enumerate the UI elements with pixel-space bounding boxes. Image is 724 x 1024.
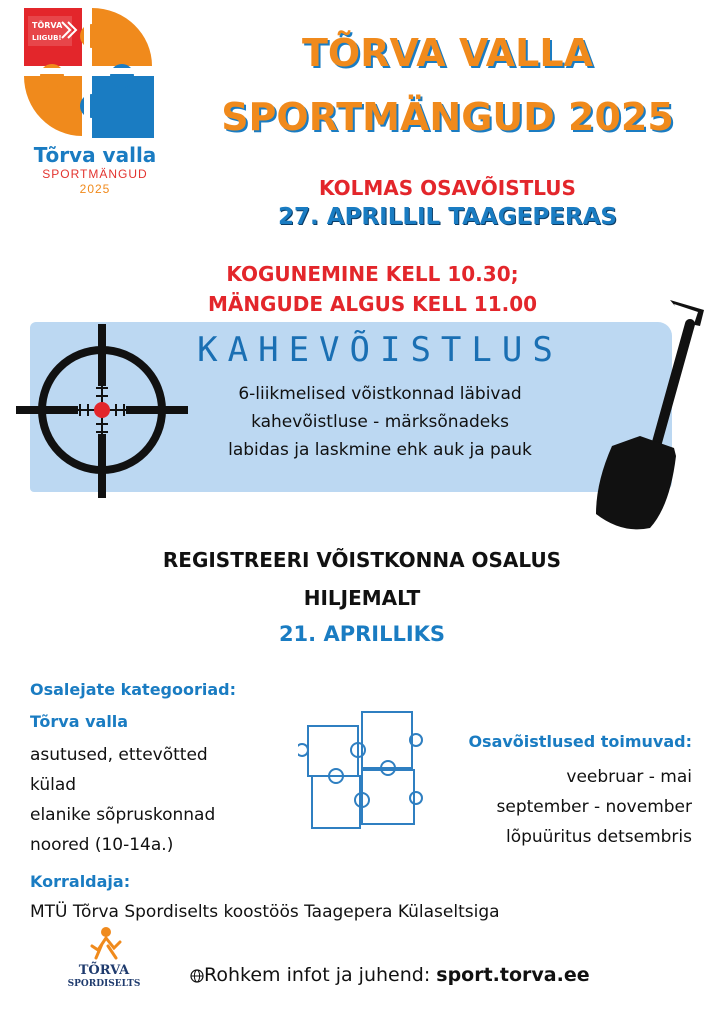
schedule-list [380, 762, 692, 852]
logo-caption [20, 144, 170, 196]
schedule-heading: Osavõistlused toimuvad: [468, 732, 692, 751]
logo-badge-line2: LIIGUB! [32, 34, 62, 42]
category-item: elanike sõpruskonnad [30, 805, 216, 825]
title-line2: SPORTMÄNGUD 2025 [221, 95, 674, 139]
stage-text: KOLMAS OSAVÕISTLUS [319, 176, 576, 200]
footer-info-label: Rohkem infot ja juhend: [204, 964, 437, 986]
title-line1: TÕRVA VALLA [301, 31, 594, 75]
category-item: külad [30, 775, 77, 795]
shovel-icon [592, 296, 716, 536]
categories-subheading: Tõrva valla [30, 712, 129, 731]
banner-description [180, 380, 580, 464]
gathering-text: KOGUNEMINE KELL 10.30; [226, 262, 519, 286]
logo-badge-line1: TÕRVA [32, 21, 63, 30]
footer-website-link[interactable]: sport.torva.ee [436, 964, 590, 986]
spordiselts-logo-line2: SPORDISELTS [67, 979, 141, 989]
banner-line2: kahevõistluse - märksõnadeks [251, 412, 509, 432]
banner-line3: labidas ja laskmine ehk auk ja pauk [228, 440, 532, 460]
registration-line1: REGISTREERI VÕISTKONNA OSALUS [162, 548, 562, 572]
footer-info [190, 964, 590, 988]
banner-title: KAHEVÕISTLUS [197, 330, 563, 370]
organizer-text: MTÜ Tõrva Spordiselts koostöös Taagepera Külaseltsiga [30, 902, 500, 922]
category-item: asutused, ettevõtted [30, 745, 208, 765]
banner-line1: 6-liikmelised võistkonnad läbivad [238, 384, 522, 404]
spordiselts-logo [54, 926, 154, 994]
date-place-text: 27. APRILLIL TAAGEPERAS [278, 204, 617, 230]
start-text: MÄNGUDE ALGUS KELL 11.00 [207, 292, 538, 316]
globe-icon [190, 966, 204, 988]
spordiselts-logo-line1: TÕRVA [78, 963, 130, 978]
schedule-item: lõpuüritus detsembris [505, 827, 692, 847]
category-item: noored (10-14a.) [30, 835, 174, 855]
registration-line2: HILJEMALT [303, 586, 421, 610]
schedule-item: veebruar - mai [566, 767, 692, 787]
logo-year: 2025 [79, 182, 111, 196]
organizer-heading: Korraldaja: [30, 872, 131, 891]
target-icon [12, 322, 192, 500]
schedule-item: september - november [496, 797, 692, 817]
logo-name: Tõrva valla [33, 143, 157, 167]
registration-deadline: 21. APRILLIKS [278, 622, 446, 646]
categories-list [30, 740, 215, 860]
categories-heading: Osalejate kategooriad: [30, 680, 237, 699]
logo-subtitle: SPORTMÄNGUD [42, 167, 148, 181]
